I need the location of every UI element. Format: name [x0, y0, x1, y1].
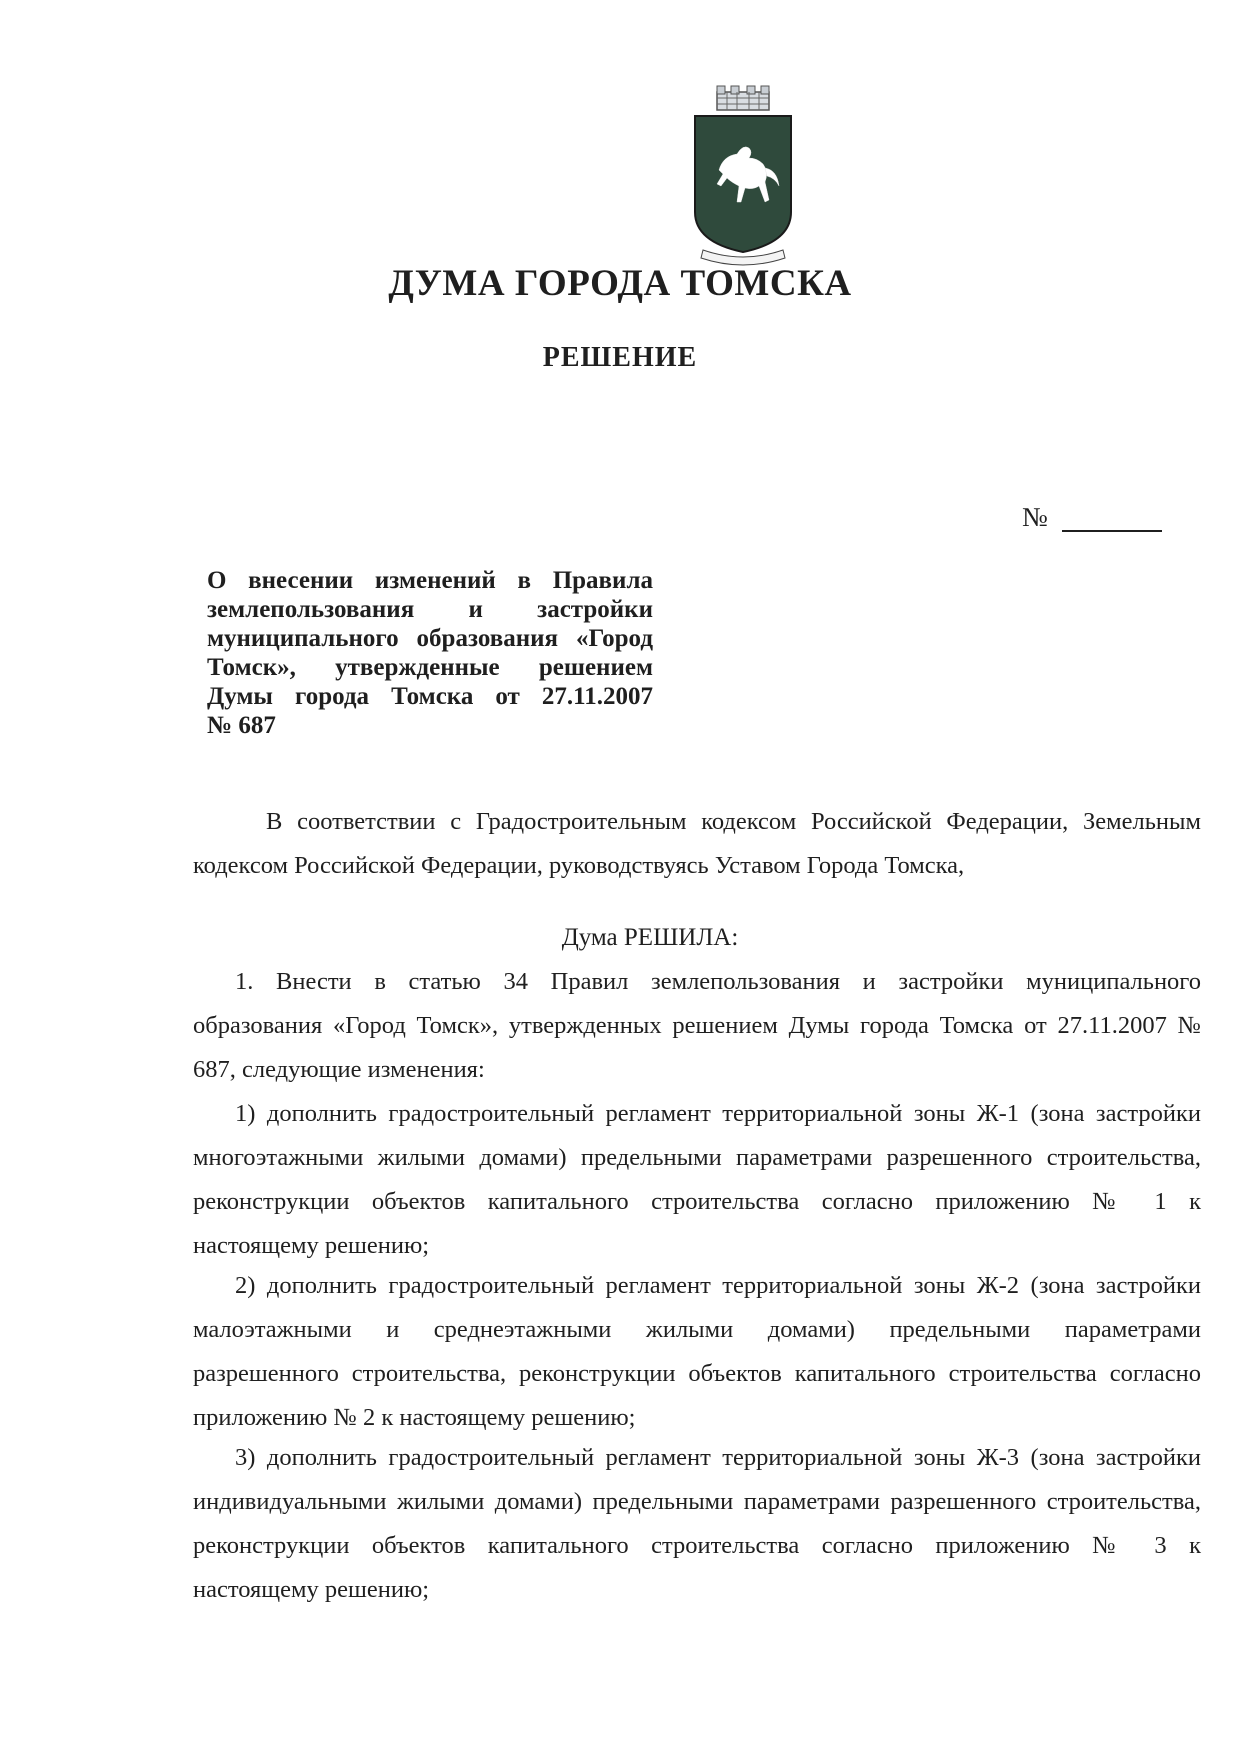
sub-item-1-line: реконструкции объектов капитального строительства согласно приложению № 1 к — [193, 1188, 1201, 1215]
sub-item-3-line: индивидуальными жилыми домами) предельными параметрами разрешенного строительства, — [193, 1488, 1201, 1515]
sub-item-2 — [193, 1264, 1201, 1440]
document-type: РЕШЕНИЕ — [542, 342, 698, 373]
preamble — [193, 800, 1201, 888]
item-1-line: 687, следующие изменения: — [193, 1056, 485, 1083]
subject-line: землепользования и застройки — [207, 596, 653, 623]
sub-item-3-line: настоящему решению; — [193, 1576, 430, 1603]
sub-item-1 — [193, 1092, 1201, 1268]
sub-item-2-line: малоэтажными и среднеэтажными жилыми домами) предельными параметрами — [193, 1316, 1201, 1343]
number-blank — [1062, 530, 1162, 532]
decision-subject — [207, 566, 653, 740]
decision-number — [1022, 500, 1162, 540]
crown-icon — [717, 86, 769, 110]
sub-item-3-line: 3) дополнить градостроительный регламент территориальной зоны Ж-3 (зона застройки — [235, 1444, 1201, 1471]
subject-line: муниципального образования «Город — [207, 625, 653, 652]
preamble-line: кодексом Российской Федерации, руководствуясь Уставом Города Томска, — [193, 852, 965, 879]
subject-line: Томск», утвержденные решением — [207, 654, 653, 681]
sub-item-3 — [193, 1436, 1201, 1612]
tomsk-coat-of-arms-icon — [683, 82, 803, 272]
item-1-line: 1. Внести в статью 34 Правил землепользования и застройки муниципального — [235, 968, 1201, 995]
subject-line: О внесении изменений в Правила — [207, 567, 653, 594]
sub-item-2-line: разрешенного строительства, реконструкции объектов капитального строительства согласно — [193, 1360, 1201, 1387]
sub-item-1-line: 1) дополнить градостроительный регламент территориальной зоны Ж-1 (зона застройки — [235, 1100, 1201, 1127]
preamble-line: В соответствии с Градостроительным кодексом Российской Федерации, Земельным — [266, 808, 1201, 835]
sub-item-1-line: многоэтажными жилыми домами) предельными параметрами разрешенного строительства, — [193, 1144, 1201, 1171]
resolved-heading: Дума РЕШИЛА: — [561, 924, 739, 951]
subject-line: № 687 — [207, 712, 276, 739]
number-label: № — [1022, 502, 1048, 532]
item-1 — [193, 960, 1201, 1092]
sub-item-2-line: 2) дополнить градостроительный регламент территориальной зоны Ж-2 (зона застройки — [235, 1272, 1201, 1299]
sub-item-2-line: приложению № 2 к настоящему решению; — [193, 1404, 636, 1431]
item-1-line: образования «Город Томск», утвержденных решением Думы города Томска от 27.11.2007 № — [193, 1012, 1201, 1039]
sub-item-3-line: реконструкции объектов капитального строительства согласно приложению № 3 к — [193, 1532, 1201, 1559]
org-title: ДУМА ГОРОДА ТОМСКА — [388, 263, 852, 304]
sub-item-1-line: настоящему решению; — [193, 1232, 430, 1259]
subject-line: Думы города Томска от 27.11.2007 — [207, 683, 653, 710]
